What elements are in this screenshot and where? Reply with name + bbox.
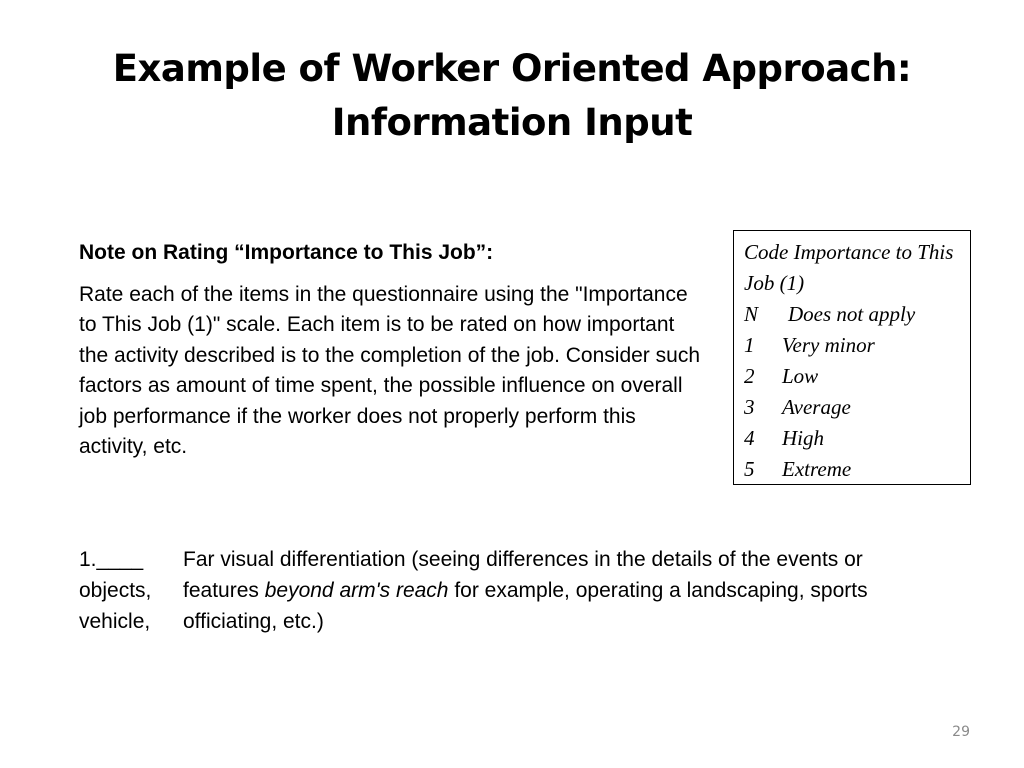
item-number-column xyxy=(79,544,183,637)
legend-code: 3 xyxy=(744,395,755,419)
legend-row xyxy=(744,299,970,330)
legend-row xyxy=(744,423,970,454)
slide-title xyxy=(0,42,1024,150)
legend-row xyxy=(744,454,970,485)
item-overflow-word: objects, xyxy=(79,579,152,602)
item-overflow-word: vehicle, xyxy=(79,610,151,633)
item-text-after: for example, operating a landscaping, sports officiating, etc.) xyxy=(183,579,868,633)
legend-label: Very minor xyxy=(782,333,875,357)
rating-note-body: Rate each of the items in the questionnaire using the "Importance to This Job (1)" scale. Each item is to be rated on how important the activity described is to the completion of the job. Consider such factors as amount of time spent, the possible influence on overall job performance if the worker does not properly perform this activity, etc. xyxy=(79,282,700,458)
legend-label: Does not apply xyxy=(788,302,916,326)
legend-title: Code Importance to This Job (1) xyxy=(744,240,954,295)
legend-row xyxy=(744,330,970,361)
legend-label: Extreme xyxy=(782,457,852,481)
item-text-before: Far visual differentiation (seeing differences in the details of the events or features xyxy=(183,548,863,602)
legend-code: 2 xyxy=(744,364,755,388)
item-text-emphasis: beyond arm's reach xyxy=(264,579,449,602)
rating-note xyxy=(79,238,709,463)
slide-title-line-1: Example of Worker Oriented Approach: xyxy=(112,47,912,90)
legend-code: 4 xyxy=(744,426,755,450)
legend-label: High xyxy=(782,426,824,450)
page-number: 29 xyxy=(952,724,970,740)
legend-code: 1 xyxy=(744,333,755,357)
legend-row xyxy=(744,361,970,392)
legend-row xyxy=(744,392,970,423)
importance-scale-legend xyxy=(733,230,971,485)
rating-note-heading: Note on Rating “Importance to This Job”: xyxy=(79,241,494,264)
slide-title-line-2: Information Input xyxy=(331,101,693,144)
item-number-blank: 1.____ xyxy=(79,548,144,571)
questionnaire-item-1 xyxy=(79,544,919,637)
legend-label: Average xyxy=(782,395,851,419)
legend-code: 5 xyxy=(744,457,755,481)
legend-code: N xyxy=(744,302,759,326)
legend-label: Low xyxy=(782,364,819,388)
item-description xyxy=(183,544,919,637)
